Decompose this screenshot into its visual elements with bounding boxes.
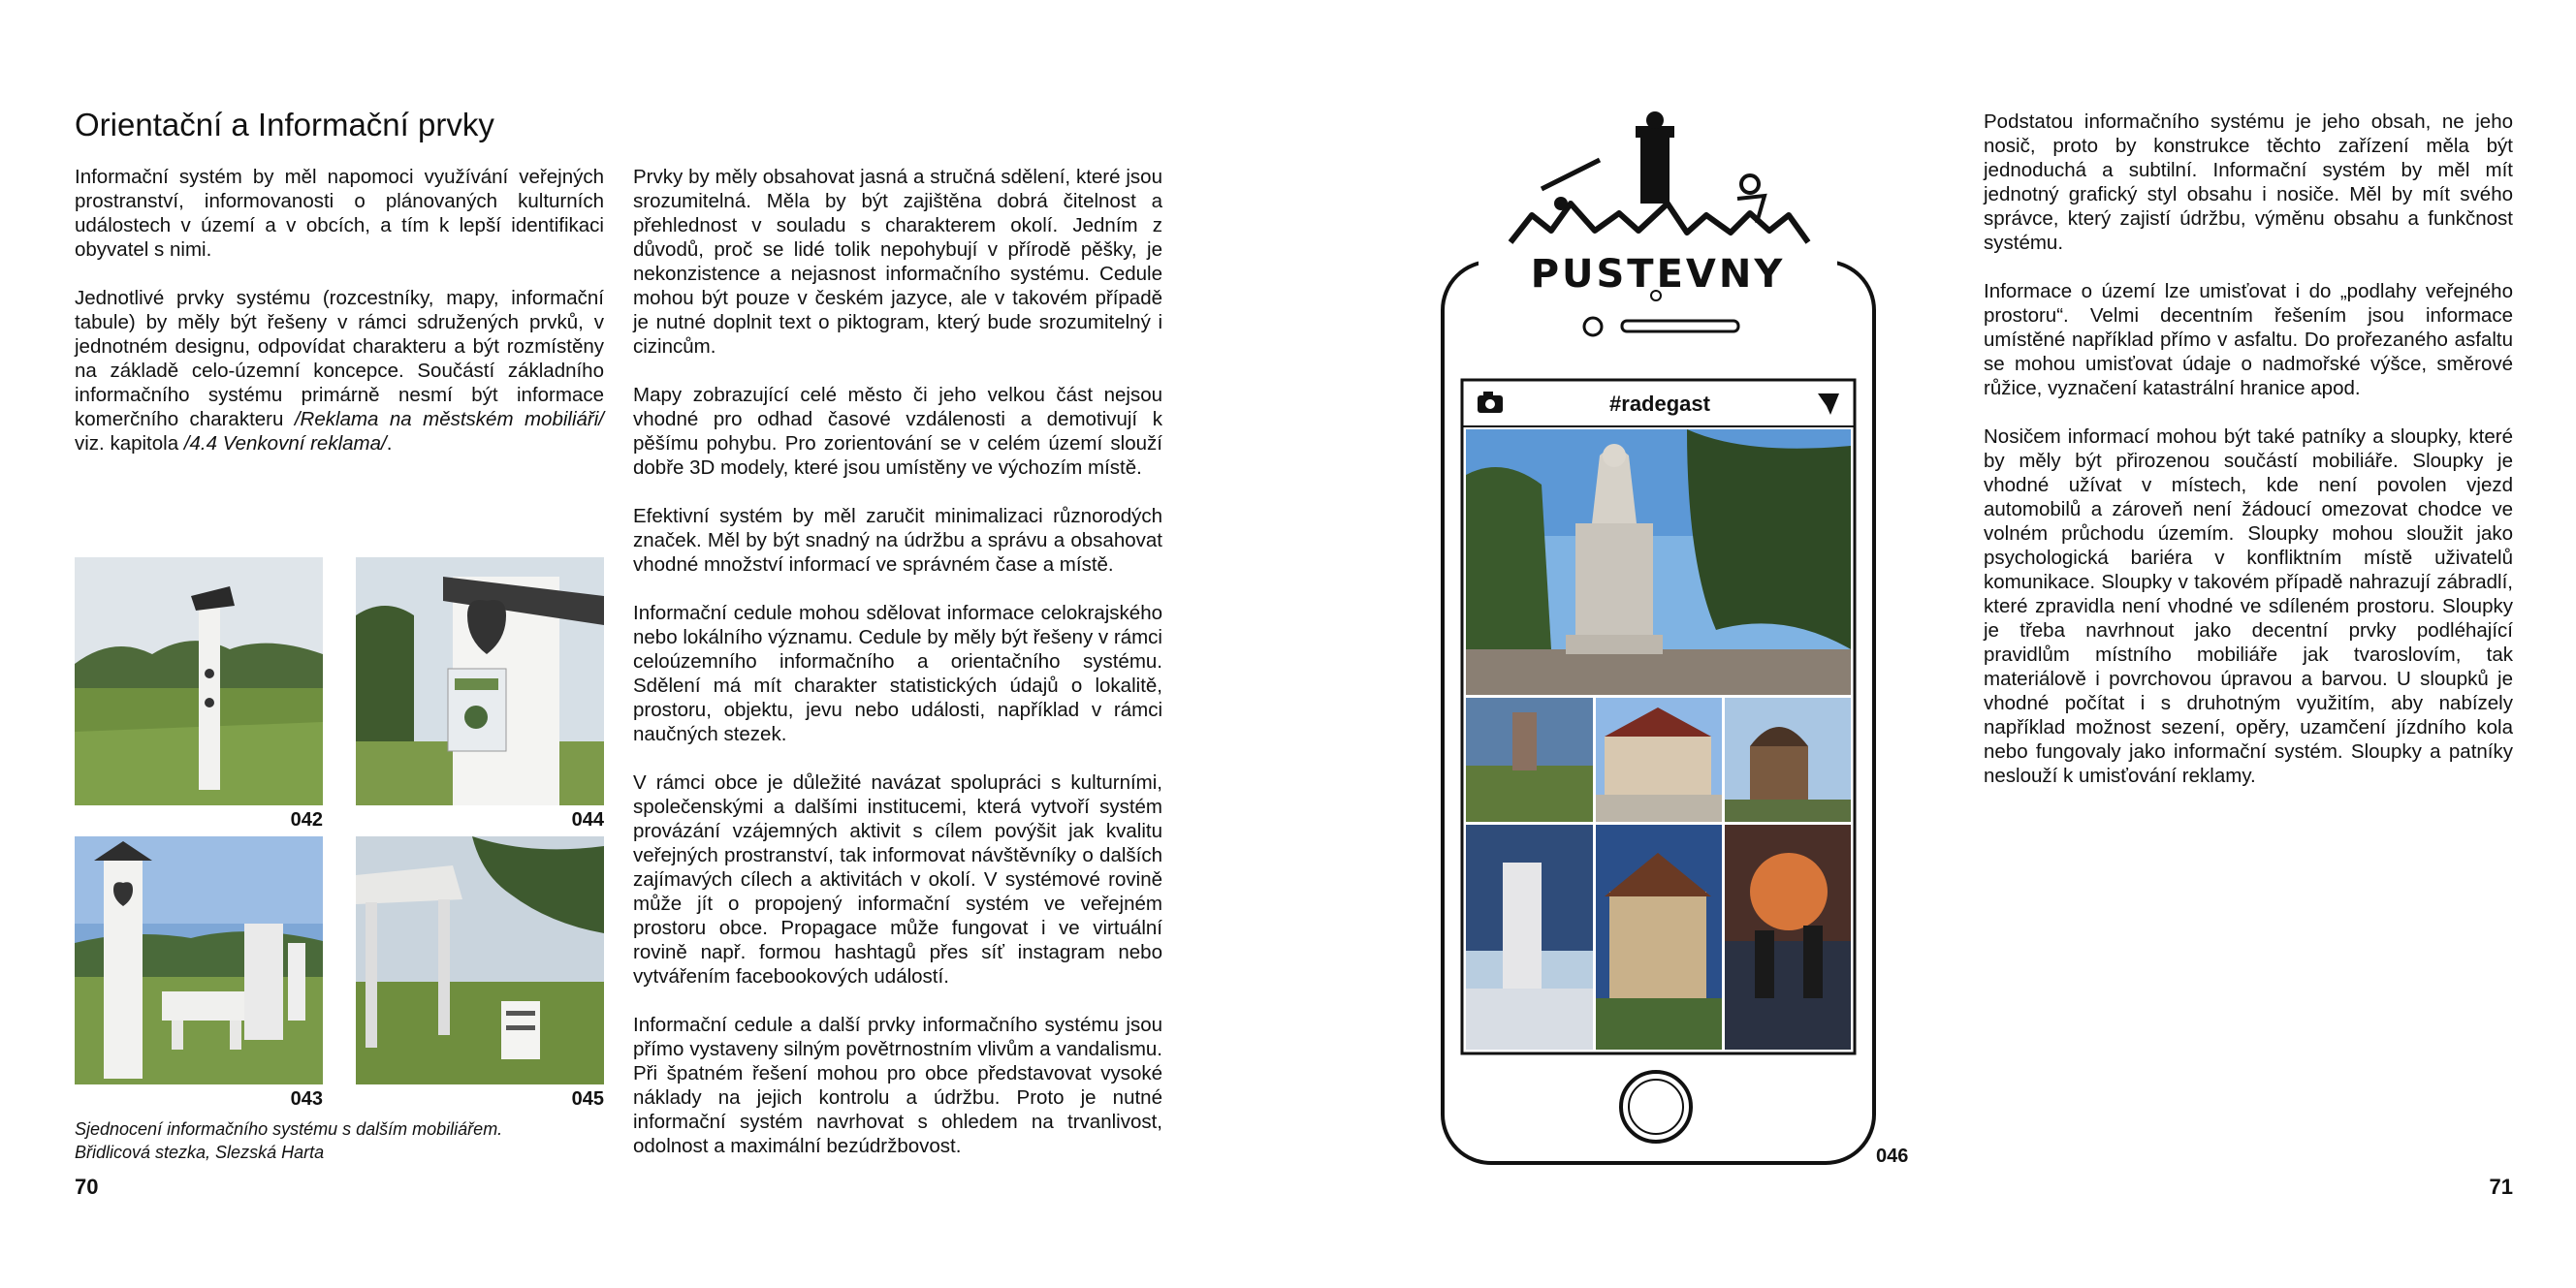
photo-number: 042 (290, 809, 323, 831)
photo-045 (356, 836, 604, 1084)
paragraph: Informační cedule mohou sdělovat informace celokrajského nebo lokálního významu. Cedule by měly být řešeny v rámci celoúzemního informačního a orientačního systému. Sdělení má mít charakter statistických údajů o lokalitě, prostoru, objektu, jevu nebo události, například v rámci naučných stezek. (633, 602, 1162, 745)
paragraph: Efektivní systém by měl zaručit minimalizaci různorodých značek. Měl by být snadný na údržbu a správu a obsahovat vhodné množství informací ve správném čase a místě. (633, 505, 1162, 576)
page-number-right: 71 (2489, 1175, 2513, 1199)
paragraph (75, 286, 604, 456)
chapter-reference: /4.4 Venkovní reklama/ (183, 432, 387, 455)
phone-header-hashtag: #radegast (1609, 392, 1710, 416)
paragraph-text: . (386, 432, 393, 455)
text-column-1 (75, 165, 604, 456)
page-title: Orientační a Informační prvky (75, 107, 494, 142)
photo-044 (356, 557, 604, 805)
paragraph: Mapy zobrazující celé město či jeho velkou část nejsou vhodné pro odhad časové vzdálenosti a demotivují k pěšímu pohybu. Pro zorientování se v celém území slouží dobře 3D modely, které jsou umístěny ve výchozím místě. (633, 384, 1162, 479)
paragraph: V rámci obce je důležité navázat spolupráci s kulturními, společenskými a dalšími institucemi, která vytvoří systém provázání vzájemných aktivit s cílem povýšit jak kvalitu veřejných prostranství, tak informovat návštěvníky o dalších zajímavých cílech a aktivitách v okolí. V systémové rovině může jít o propojený informační systém ve veřejném prostoru obce. Propagace může fungovat i ve virtuální rovině např. formou hashtagů přes síť instagram nebo vytvářením facebookových událostí. (633, 771, 1162, 988)
photo-number: 043 (290, 1088, 323, 1110)
phone-illustration (1396, 107, 1920, 1173)
paragraph: Nosičem informací mohou být také patníky a sloupky, které by měly být přirozenou součástí mobiliáře. Sloupky je vhodné užívat v místech, kde není povolen vjezd automobilů a zároveň není žádoucí omezovat chodce ve volném průchodu územím. Sloupky mohou sloužit jako psychologická bariéra v konfliktním místě uživatelů komunikace. Sloupky v takovém případě nahrazují zábradlí, které zpravidla není vhodné ve sdíleném prostoru. Sloupky je třeba navrhnout jako decentní prvky podléhající pravidlům místního mobiliáře jak tvaroslovím, tak materiálově i povrchovou úpravou a barvou. U sloupků je vhodné počítat i s druhotným využitím, aby nabízely například možnost sezení, opěry, uzamčení jízdního kola nebo fungovaly jako informační systém. Sloupky a patníky neslouží k umisťování reklamy. (1984, 425, 2513, 787)
photo-043 (75, 836, 323, 1084)
paragraph: Podstatou informačního systému je jeho obsah, ne jeho nosič, proto by konstrukce těchto zařízení měla být jednoduchá a subtilní. Informační systém by měl mít jednotný grafický styl obsahu i nosiče. Měl by mít svého správce, který zajistí údržbu, výměnu obsahu a funkčnost systému. (1984, 110, 2513, 254)
photo-number: 045 (571, 1088, 604, 1110)
paragraph: Prvky by měly obsahovat jasná a stručná sdělení, které jsou srozumitelná. Měla by být zajištěna dobrá čitelnost a přehlednost v souladu s charakterem okolí. Jedním z důvodů, proč se lidé tolik nepohybují v přírodě pěšky, je nekonzistence a nejasnost informačního systému. Cedule mohou být pouze v českém jazyce, ale v takovém případě je nutné doplnit text o piktogram, který bude srozumitelný i cizincům. (633, 166, 1162, 358)
page-number-left: 70 (75, 1175, 99, 1199)
text-column-3 (1984, 110, 2513, 788)
figure-number: 046 (1876, 1146, 1909, 1167)
logo-text: PUSTEVNY (1530, 252, 1786, 297)
photo-caption (75, 1117, 502, 1164)
caption-line: Sjednocení informačního systému s dalším mobiliářem. (75, 1119, 503, 1139)
photo-number: 044 (571, 809, 604, 831)
paragraph-text: Jednotlivé prvky systému (rozcestníky, mapy, informační tabule) by měly být řešeny v rámci sdružených prvků, v jednotném designu, odpovídat charakteru a být rozmístěny na základě celo-územní koncepce. Součástí základního informačního systému primárně nesmí být informace komerčního charakteru (75, 287, 604, 430)
chapter-reference: /Reklama na městském mobiliáři/ (294, 408, 604, 430)
paragraph-text: viz. kapitola (75, 432, 184, 455)
text-column-2 (633, 165, 1162, 1158)
paragraph: Informační systém by měl napomoci využívání veřejných prostranství, informovanosti o plánovaných kulturních událostech v území a v obcích, a tím k lepší identifikaci obyvatel s nimi. (75, 166, 604, 261)
paragraph: Informace o území lze umisťovat i do „podlahy veřejného prostoru“. Velmi decentním řešením jsou informace umístěné například přímo v asfaltu. Do prořezaného asfaltu se mohou umisťovat údaje o nadmořské výšce, směrové růžice, vyznačení katastrální hranice apod. (1984, 280, 2513, 399)
photo-042 (75, 557, 323, 805)
caption-line: Břidlicová stezka, Slezská Harta (75, 1143, 325, 1162)
paragraph: Informační cedule a další prvky informačního systému jsou přímo vystaveny silným povětrnostním vlivům a vandalismu. Při špatném řešení mohou pro obce představovat vysoké náklady na jejich kontrolu a údržbu. Proto je nutné informační systém navrhovat s ohledem na trvanlivost, odolnost a maximální bezúdržbovost. (633, 1014, 1162, 1157)
